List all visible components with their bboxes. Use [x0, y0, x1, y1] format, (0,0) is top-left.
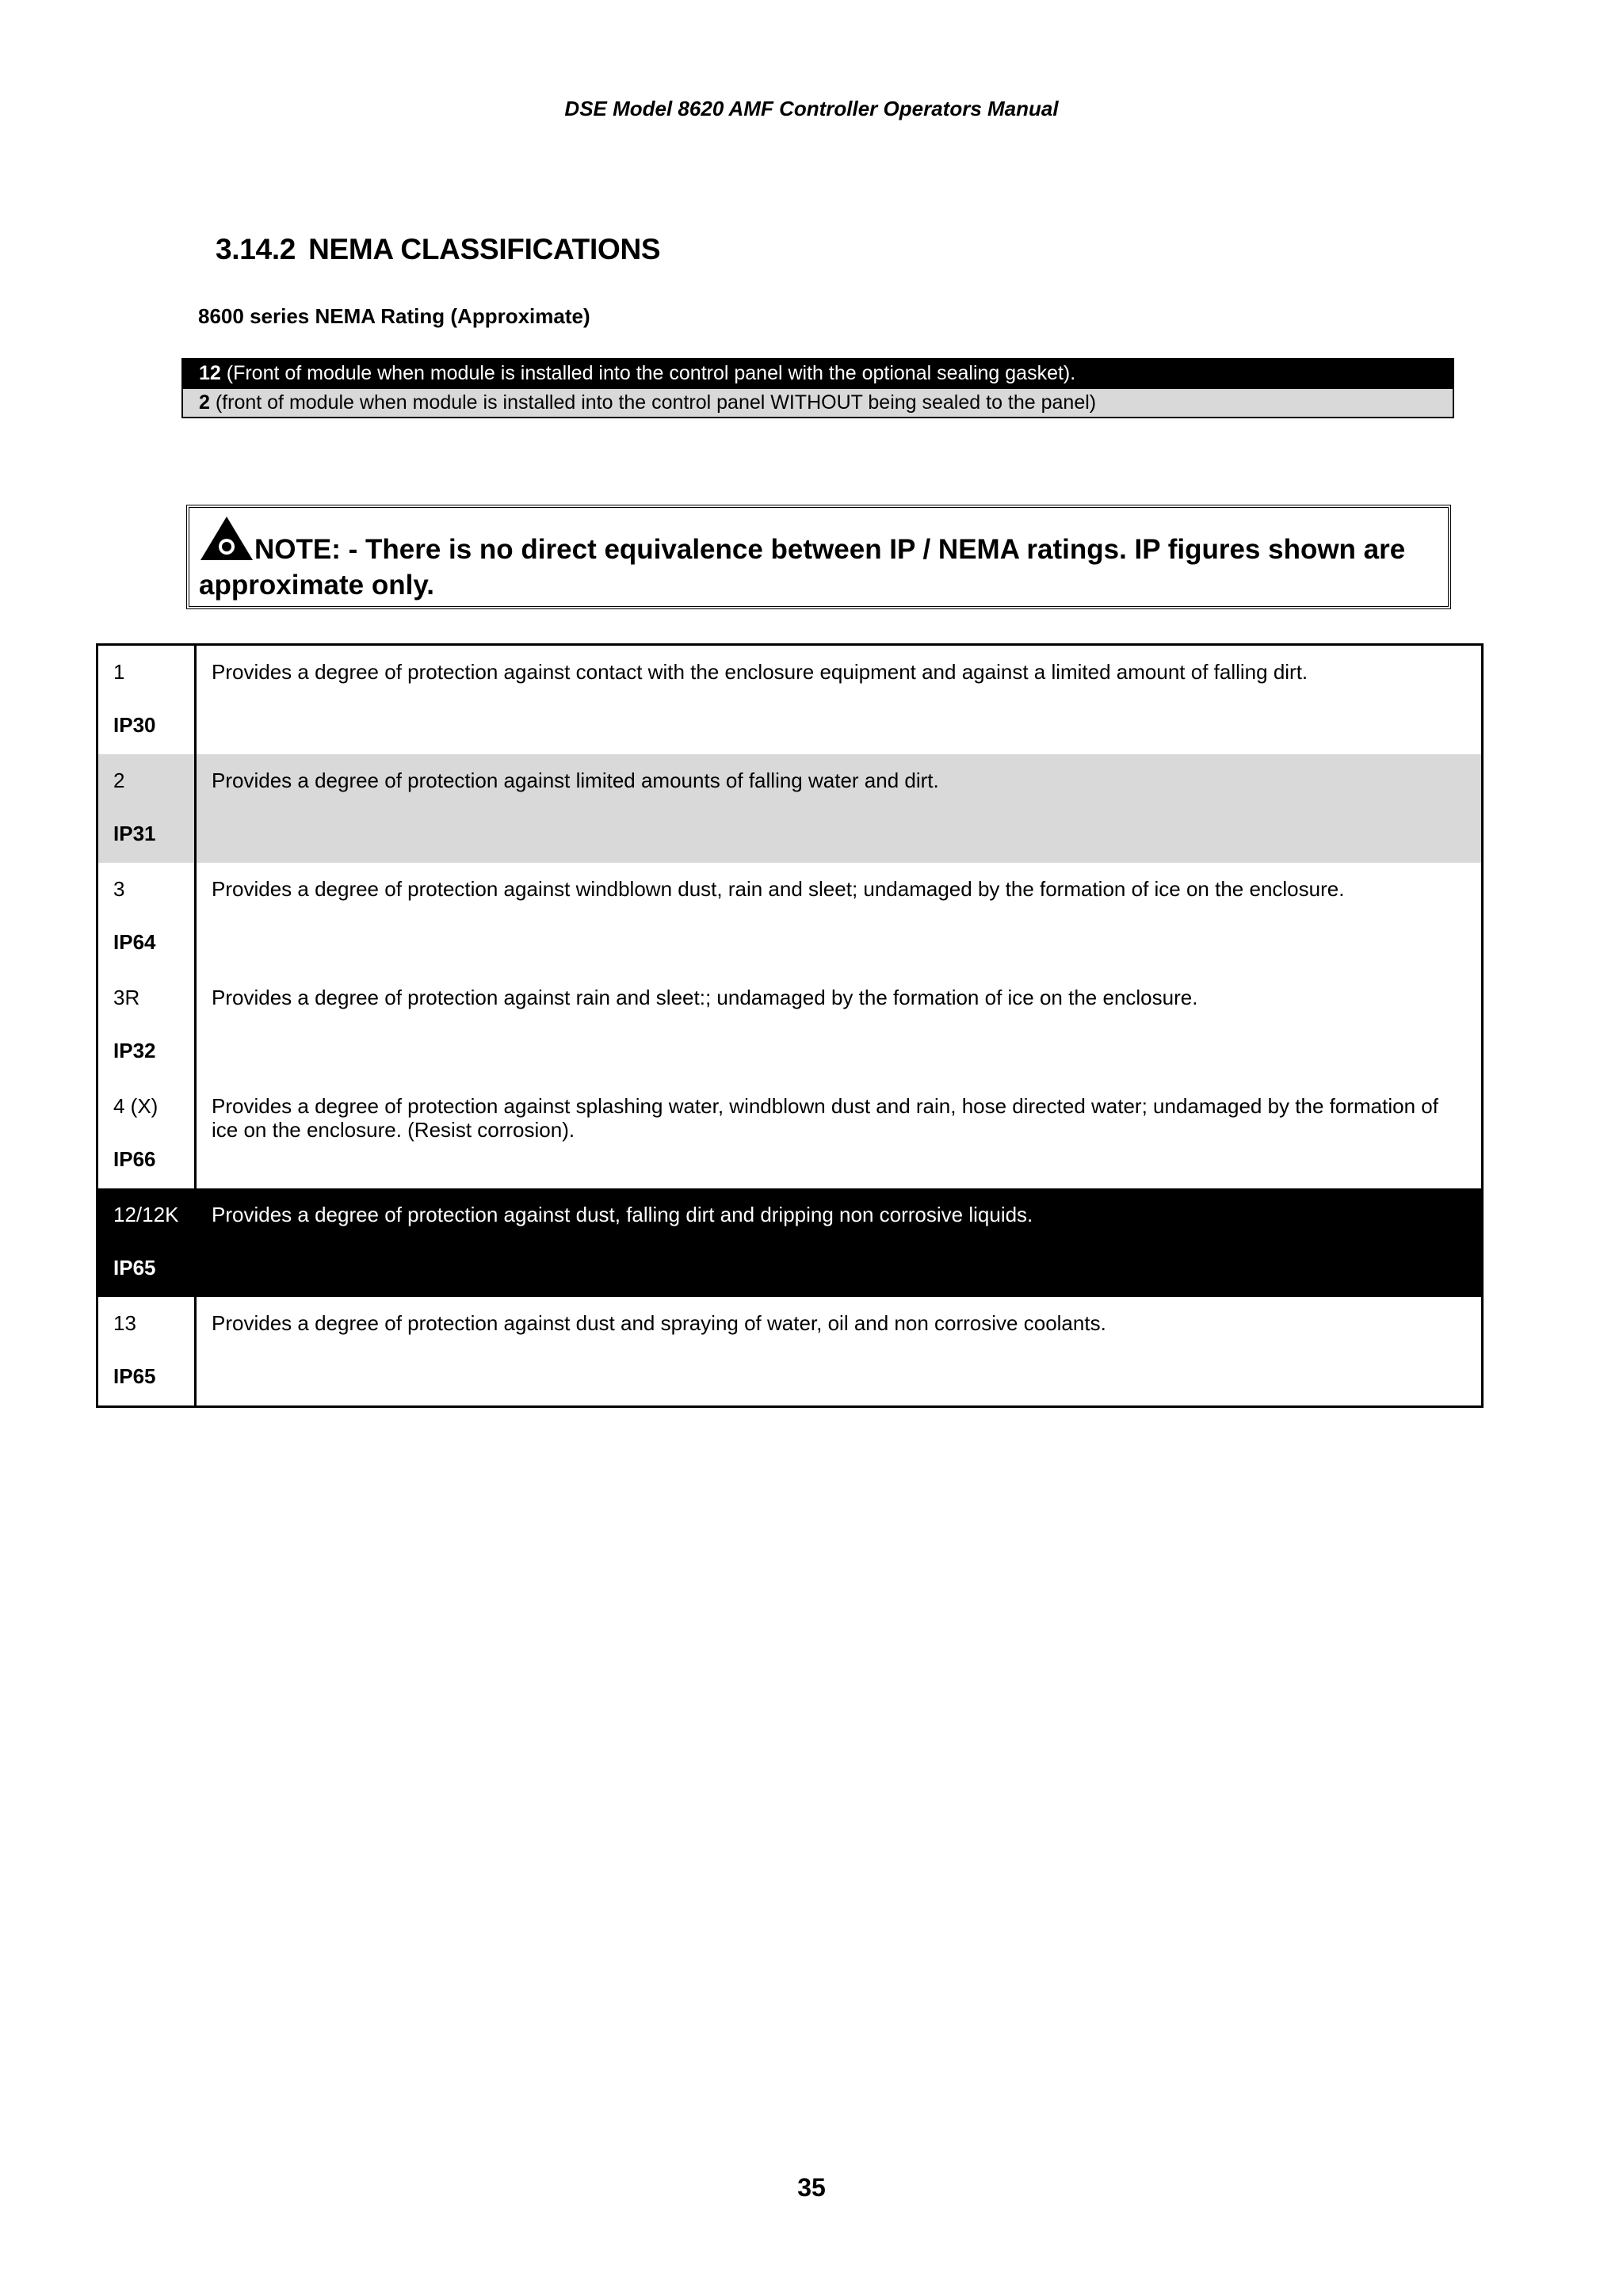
section-number: 3.14.2	[216, 233, 296, 265]
description-cell: Provides a degree of protection against contact with the enclosure equipment and against a limited amount of falling dirt.	[212, 660, 1308, 684]
table-row	[98, 646, 1481, 754]
table-row	[98, 1080, 1481, 1188]
section-heading	[216, 233, 660, 266]
rating-row	[183, 360, 1453, 387]
ip-code: IP65	[113, 1364, 156, 1388]
rating-code: 12	[199, 362, 221, 384]
ip-code: IP31	[113, 822, 156, 845]
ip-code: IP32	[113, 1039, 156, 1062]
nema-code: 1	[113, 660, 125, 684]
nema-table	[96, 643, 1484, 1408]
warning-triangle-icon	[199, 514, 254, 562]
description-cell: Provides a degree of protection against limited amounts of falling water and dirt.	[212, 769, 939, 792]
nema-cell	[98, 971, 197, 1080]
nema-cell	[98, 754, 197, 863]
nema-cell	[98, 646, 197, 754]
running-header: DSE Model 8620 AMF Controller Operators Manual	[564, 97, 1059, 120]
description-cell: Provides a degree of protection against dust, falling dirt and dripping non corrosive liquids.	[212, 1203, 1033, 1226]
nema-rating-box	[181, 358, 1454, 418]
nema-code: 13	[113, 1311, 136, 1335]
ip-code: IP64	[113, 930, 156, 954]
description-cell: Provides a degree of protection against rain and sleet:; undamaged by the formation of ice on the enclosure.	[212, 986, 1198, 1009]
description-cell: Provides a degree of protection against splashing water, windblown dust and rain, hose directed water; undamaged by the formation of ice on the enclosure. (Resist corrosion).	[212, 1094, 1438, 1142]
nema-code: 3	[113, 877, 125, 901]
nema-cell	[98, 1188, 197, 1297]
ip-code: IP30	[113, 713, 156, 737]
description-cell: Provides a degree of protection against dust and spraying of water, oil and non corrosive coolants.	[212, 1311, 1106, 1335]
rating-text: (front of module when module is installed into the control panel WITHOUT being sealed to the panel)	[209, 391, 1097, 414]
nema-code: 4 (X)	[113, 1094, 158, 1118]
note-text: NOTE: - There is no direct equivalence between IP / NEMA ratings. IP figures shown are approximate only.	[199, 534, 1406, 601]
note-box	[186, 505, 1451, 609]
nema-cell	[98, 1080, 197, 1188]
ip-code: IP65	[113, 1256, 156, 1280]
rating-code: 2	[199, 391, 210, 414]
table-row	[98, 754, 1481, 863]
table-row	[98, 1188, 1481, 1297]
nema-cell	[98, 1297, 197, 1405]
page-number: 35	[797, 2173, 826, 2202]
ip-code: IP66	[113, 1147, 156, 1171]
nema-code: 3R	[113, 986, 140, 1009]
nema-code: 2	[113, 769, 125, 792]
table-row	[98, 971, 1481, 1080]
nema-cell	[98, 863, 197, 971]
subheading: 8600 series NEMA Rating (Approximate)	[198, 304, 590, 328]
section-title: NEMA CLASSIFICATIONS	[308, 233, 661, 265]
description-cell: Provides a degree of protection against windblown dust, rain and sleet; undamaged by the formation of ice on the enclosure.	[212, 877, 1345, 901]
table-row	[98, 863, 1481, 971]
table-row	[98, 1297, 1481, 1405]
nema-code: 12/12K	[113, 1203, 179, 1226]
rating-row	[183, 387, 1453, 417]
rating-text: (Front of module when module is installed into the control panel with the optional sealing gasket).	[220, 362, 1076, 384]
